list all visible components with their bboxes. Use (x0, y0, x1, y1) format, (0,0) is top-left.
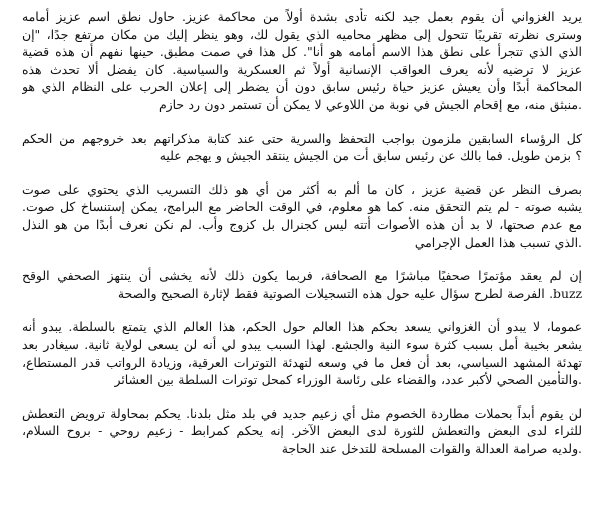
paragraph (22, 405, 582, 458)
text-line: .منبثق منه، مع إقحام الجيش في نوبة من اللاوعي لا يمكن أن تستمر دون رد حازم (158, 96, 582, 112)
text-line: ؟ بزمن طويل. فما بالك عن رئيس سابق أت من الجيش ينتقد الجيش و يهجم عليه (159, 148, 582, 164)
text-line: .ولديه صرامة العدالة والقوات المسلحة للتدخل عند الحاجة (281, 440, 582, 456)
text-line: عزيز لا ترضيه لأنه يعرف العواقب الإنسانية أولاً ثم العسكرية والسياسية. كان يفضل ألا تحدث هذه (22, 61, 582, 77)
text-line: كل الرؤساء السابقين ملزمون بواجب التحفظ والسرية حتى عند كتابة مذكراتهم بعد خروجهم من الحكم (22, 130, 582, 146)
text-line: تهدئة المشهد السياسي، بعد أن فعل ما في وسعه لتهدئة التوترات العرقية، وزيادة الرواتب قدر المستطاع، (22, 354, 582, 370)
text-line: يشبه صوته - لم يتم التحقق منه. كما هو معلوم، في الوقت الحاضر مع البرامج، يمكن إستنساخ كل صوت. (22, 199, 582, 215)
text-line: وسترى نظرته تقريبًا تتحول إلى مظهر محاميه الذي يقول لك، وهو ينظر إليك من مكان مرتفع جدًا، "إن (22, 26, 582, 42)
text-line: .الذي تسبب هذا العمل الإجرامي (414, 234, 582, 250)
text-line: buzz. الفرصة لطرح سؤال عليه حول هذه التسجيلات الصوتية فقط لإثارة الصحيح والصحة (117, 285, 582, 301)
document-page (22, 8, 582, 457)
paragraph (22, 130, 582, 165)
text-line: مع عدم صحتها، لا بد أن هذه الأصوات أتته ليس كجنرال بل كزوج وأب. لم نكن نعرف أبدًا من هو النذل (22, 216, 582, 232)
text-line: لن يقوم أبداً بحملات مطاردة الخصوم مثل أي زعيم جديد في بلد مثل بلدنا. يحكم بمحاولة ترويض التعطش (22, 405, 582, 421)
text-line: إن لم يعقد مؤتمرًا صحفيًا مباشرًا مع الصحافة، فربما يكون ذلك لأنه يخشى أن ينتهز الصحفي الوقح (22, 268, 582, 284)
text-line: الذي الذي تتجرأ على نطق هذا الاسم أمامه هو أنا". كل هذا في صمت مطبق. حينها نفهم أن هذه قضية (22, 44, 582, 60)
paragraph (22, 267, 582, 302)
paragraph (22, 181, 582, 251)
text-line: يشعر بخيبة أمل بسبب كثرة سوء النية والجشع. لهذا السبب يبدو لي أنه لن يسعى لولاية ثانية. سيغادر بعد (22, 336, 582, 352)
text-line: للثراء لدى البعض والتعطش للثورة لدى البعض الآخر. إنه يحكم كمرابط - زعيم روحي - بروح السلام، (22, 423, 582, 439)
text-line: بصرف النظر عن قضية عزيز ، كان ما ألم به أكثر من أي هو ذلك التسريب الذي يحتوي على صوت (22, 181, 582, 197)
text-line: يريد الغزواني أن يقوم بعمل جيد لكنه تأدى بشدة أولاً من محاكمة عزيز. حاول نطق اسم عزيز أمامه (22, 9, 582, 24)
text-line: عموما، لا يبدو أن الغزواني يسعد بحكم هذا العالم حول الحكم، هذا العالم الذي يتمتع بالسلطة. يبدو أنه (22, 319, 582, 335)
text-line: المحاكمة أبدًا وأن يعيش عزيز حياة رئيس سابق دون أن يضطر إلى إعلان الحرب على النظام الذي هو (22, 79, 582, 95)
paragraph (22, 8, 582, 114)
text-line: .والتأمين الصحي لأكبر عدد، والقضاء على رئاسة الوزراء كمحل توترات السلطة بين العشائر (114, 372, 582, 388)
paragraph (22, 318, 582, 388)
